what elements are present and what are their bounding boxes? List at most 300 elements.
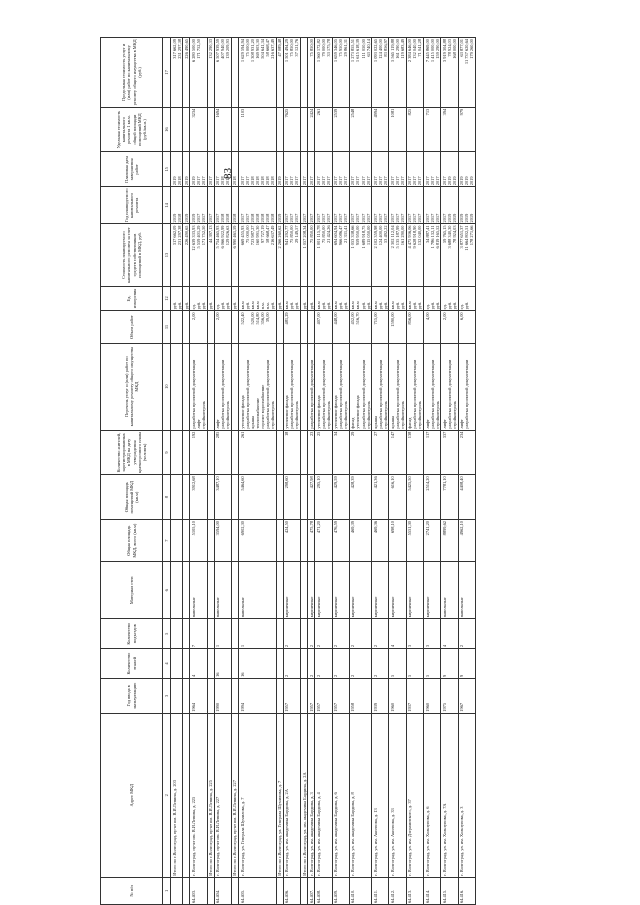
- cell-addr: г. Волгоград, пр-кт им. В.И.Ленина, д. 227: [214, 713, 231, 877]
- cell-limit: 47 089,48: [276, 38, 283, 108]
- cell-works: лифт разработка проектной документации стройконтроль: [424, 343, 441, 430]
- cell-end: 2019 2019 2019: [458, 152, 475, 187]
- cell-limit: 2 384 646,00 132 040,00 71 041,28: [406, 38, 423, 108]
- cell-vol: 407,00: [315, 311, 332, 343]
- cell-parea: [301, 475, 308, 520]
- cell-parea: 428,39: [349, 475, 371, 520]
- cell-limit: 1 501 494,29 75 850,00 37 121,76: [283, 38, 300, 108]
- cell-people: 285: [214, 430, 231, 475]
- cell-people: 261: [239, 430, 277, 475]
- cell-wall: панельные: [458, 562, 475, 619]
- table-row: [308, 38, 315, 905]
- cell-year: 1957: [283, 678, 300, 713]
- cell-spec: 1103: [239, 107, 277, 152]
- col-header: Общая площадь помещений МКД (кв.м): [101, 475, 163, 520]
- cell-cost: 34 887,41 1 786 132,11 6 819 165,52: [424, 224, 441, 286]
- cell-parea: 298,60: [283, 475, 300, 520]
- cell-plan: 2017 2019 2019: [441, 187, 458, 224]
- cell-year: 1957: [315, 678, 332, 713]
- cell-cost: 3 877 651,37 11 664 802,51 178 271,66: [458, 224, 475, 286]
- cell-cost: 1 001 115,78 75 850,00 21 424,26: [315, 224, 332, 286]
- cell-floors: 16: [239, 649, 277, 679]
- cell-works: [301, 343, 308, 430]
- cell-addr: г. Волгоград, ул. им. Хользунова, д. 3: [458, 713, 475, 877]
- cell-spec: 713: [424, 107, 441, 152]
- cell-area: [171, 520, 183, 562]
- cell-works: утепление фасада разработка проектной документации крыша теплоснабжение горячее водоснабжение разработка проектной документации стройконтроль: [239, 343, 277, 430]
- cell-parea: 5425,50: [406, 475, 423, 520]
- cell-area: [183, 520, 190, 562]
- cell-cost: 75 850,00: [308, 224, 315, 286]
- table-row: [372, 38, 389, 905]
- col-header: Стоимость планируемого капитального ремонта за счет средств собственников помещений в МКД, руб.: [101, 224, 163, 286]
- cell-parea: 2514,20: [424, 475, 441, 520]
- table-row: [332, 38, 349, 905]
- cell-unit: ед. руб. руб.: [190, 286, 207, 311]
- cell-floors: 5: [389, 649, 406, 679]
- cell-vol: 2,00: [214, 311, 231, 343]
- cell-works: лифт разработка проектной документации стройконтроль: [214, 343, 231, 430]
- cell-wall: панельные: [214, 562, 231, 619]
- cell-end: 2017 2019 2019: [441, 152, 458, 187]
- col-index: 2: [163, 713, 171, 877]
- col-header: Общая площадь МКД, всего (кв.м): [101, 520, 163, 562]
- cell-people: 23: [308, 430, 315, 475]
- cell-limit: 226 490,65: [183, 38, 190, 108]
- cell-vol: 448,00: [332, 311, 349, 343]
- cell-entr: 3: [424, 619, 441, 649]
- cell-floors: [171, 649, 183, 679]
- cell-people: 138: [406, 430, 423, 475]
- cell-vol: 2,00: [441, 311, 458, 343]
- cell-no: 64.403.: [190, 877, 207, 904]
- cell-no: [171, 877, 183, 904]
- cell-unit: кв.м руб. руб.: [332, 286, 349, 311]
- cell-year: 1939: [372, 678, 389, 713]
- cell-area: 5551,30: [406, 520, 423, 562]
- cell-vol: 715,00: [372, 311, 389, 343]
- cell-plan: 2017 2017 2017: [389, 187, 406, 224]
- cell-people: [231, 430, 238, 475]
- cell-area: 3594,00: [214, 520, 231, 562]
- cell-spec: 4994: [372, 107, 389, 152]
- cell-end: 2019 2018: [171, 152, 183, 187]
- cell-no: 64.414.: [424, 877, 441, 904]
- cell-year: 1990: [214, 678, 231, 713]
- cell-area: [301, 520, 308, 562]
- col-index: 8: [163, 475, 171, 520]
- cell-wall: [301, 562, 308, 619]
- col-header: Ед. измерения: [101, 286, 163, 311]
- cell-works: [183, 343, 190, 430]
- cell-unit: кв.м руб. руб.: [389, 286, 406, 311]
- cell-spec: 7625: [283, 107, 300, 152]
- cell-people: 117: [424, 430, 441, 475]
- cell-floors: 16: [214, 649, 231, 679]
- cell-works: разработка проектной документации: [308, 343, 315, 430]
- cell-end: 2017: [207, 152, 214, 187]
- cell-cost: 2 102 359,98 124 400,00 53 492,22: [372, 224, 389, 286]
- cell-spec: 1694: [214, 107, 231, 152]
- cell-works: крыша разработка проектной документации стройконтроль: [372, 343, 389, 430]
- cell-entr: 7: [190, 619, 207, 649]
- cell-area: 475,78: [308, 520, 315, 562]
- cell-addr: г. Волгоград, ул. им. академика Бардина, д. 8: [349, 713, 371, 877]
- col-header: Перечень услуг и (или) работ по капитальному ремонту общего имущества МКД: [101, 343, 163, 430]
- col-header: Количество жителей, зарегистрированных в МКД на дату утверждения краткосрочного плана (человек): [101, 430, 163, 475]
- cell-vol: [207, 311, 214, 343]
- cell-entr: 2: [372, 619, 389, 649]
- cell-cost: 5 754 465,93 6 066 922,99 129 826,63: [214, 224, 231, 286]
- header-row: [101, 38, 163, 905]
- cell-parea: 4408,40: [458, 475, 475, 520]
- cell-addr: г. Волгоград, ул. им. академика Бардина, д. 6: [332, 713, 349, 877]
- col-index: 12: [163, 286, 171, 311]
- cell-year: 1957: [308, 678, 315, 713]
- cell-area: 4962,10: [458, 520, 475, 562]
- cell-parea: [276, 475, 283, 520]
- cell-end: 2019: [276, 152, 283, 187]
- cell-vol: 4,00: [424, 311, 441, 343]
- cell-vol: 452,00 516,70: [349, 311, 371, 343]
- cell-unit: кв.м руб. руб.: [283, 286, 300, 311]
- cell-cost: 941 292,77 75 850,00 29 149,57: [283, 224, 300, 286]
- cell-no: 64.409.: [332, 877, 349, 904]
- cell-floors: 2: [349, 649, 371, 679]
- cell-unit: руб.: [301, 286, 308, 311]
- cell-spec: [231, 107, 238, 152]
- cell-parea: [207, 475, 214, 520]
- col-index: 13: [163, 224, 171, 286]
- cell-year: 1964: [190, 678, 207, 713]
- cell-works: [276, 343, 283, 430]
- cell-cost: 2 302 112,04 5 135 187,99 161 290,00: [389, 224, 406, 286]
- cell-cost: 44 397,13: [207, 224, 214, 286]
- col-header: Материал стен: [101, 562, 163, 619]
- table-row: [171, 38, 183, 905]
- table-body: [171, 38, 476, 905]
- col-index: 16: [163, 107, 171, 152]
- cell-no: 64.416.: [458, 877, 475, 904]
- cell-floors: 5: [424, 649, 441, 679]
- cell-cost: 226 490,65: [183, 224, 190, 286]
- cell-plan: 2017 2017 2017: [315, 187, 332, 224]
- cell-no: 64.415.: [441, 877, 458, 904]
- cell-entr: 2: [332, 619, 349, 649]
- cell-year: [231, 678, 238, 713]
- cell-floors: 2: [308, 649, 315, 679]
- cell-limit: 1 629 594,94 75 000,00 1 308 931,20 169 903,30 504 641,34 58 668,47 216 637,49: [239, 38, 277, 108]
- cell-addr: г. Волгоград, ул. им. академика Бардина, д. 4: [315, 713, 332, 877]
- col-index: 7: [163, 520, 171, 562]
- table-row: [239, 38, 277, 905]
- cell-cost: 317 662,09 231 297,38: [171, 224, 183, 286]
- cell-addr: Итого по г.Волгоград, пр-кт им. В.И.Ленина, д. 227: [231, 713, 238, 877]
- cell-works: утепление фасада разработка проектной документации стройконтроль: [332, 343, 349, 430]
- cell-area: 424,50: [283, 520, 300, 562]
- cell-works: фасад утепление фасада разработка проектной документации стройконтроль: [349, 343, 371, 430]
- col-header: № п/п: [101, 877, 163, 904]
- cell-area: [276, 520, 283, 562]
- cell-entr: 1: [214, 619, 231, 649]
- cell-entr: [231, 619, 238, 649]
- cell-unit: ед. руб.: [458, 286, 475, 311]
- cell-people: 25: [315, 430, 332, 475]
- col-header: Адрес МКД: [101, 713, 163, 877]
- cell-spec: 1081: [389, 107, 406, 152]
- cell-vol: 2,00: [190, 311, 207, 343]
- cell-plan: 2017 2017 2017 2017: [349, 187, 371, 224]
- cell-no: 64.405.: [239, 877, 277, 904]
- cell-vol: 6,00: [458, 311, 475, 343]
- cell-wall: панельные: [441, 562, 458, 619]
- cell-unit: ед. руб. руб.: [424, 286, 441, 311]
- cell-floors: [231, 649, 238, 679]
- cell-spec: [183, 107, 190, 152]
- cell-spec: 825: [406, 107, 423, 152]
- cell-no: 64.406.: [283, 877, 300, 904]
- cell-year: [171, 678, 183, 713]
- cell-entr: [276, 619, 283, 649]
- table-row: [231, 38, 238, 905]
- cell-addr: г. Волгоград, ул. Генерала Шумилова, д. 7: [239, 713, 277, 877]
- cell-year: 1960: [389, 678, 406, 713]
- cell-vol: [276, 311, 283, 343]
- cell-limit: 1 273 855,51 1 615 618,39 111 050,00 63 740,14: [349, 38, 371, 108]
- cell-cost: 59 765,15 3 688 340,30 78 924,03: [441, 224, 458, 286]
- cell-vol: [301, 311, 308, 343]
- cell-floors: 2: [315, 649, 332, 679]
- col-index: 17: [163, 38, 171, 108]
- cell-wall: кирпичные: [389, 562, 406, 619]
- cell-end: 2017 2017 2017: [389, 152, 406, 187]
- table-row: [190, 38, 207, 905]
- cell-addr: г. Волгоград, пр-кт им. В.И.Ленина, д. 225: [190, 713, 207, 877]
- cell-parea: 3912,68: [190, 475, 207, 520]
- cell-people: [207, 430, 214, 475]
- col-index: 3: [163, 678, 171, 713]
- cell-entr: [183, 619, 190, 649]
- cell-cost: 12 639 333,93 5 559 401,29 171 752,50: [190, 224, 207, 286]
- cell-wall: кирпичные: [315, 562, 332, 619]
- cell-floors: [207, 649, 214, 679]
- cell-area: 5105,10: [190, 520, 207, 562]
- cell-addr: г. Волгоград, ул. им. Хользунова, д. 7А: [441, 713, 458, 877]
- cell-cost: 1 057 208,34: [301, 224, 308, 286]
- cell-floors: 9: [458, 649, 475, 679]
- cell-entr: 2: [283, 619, 300, 649]
- cell-end: 2019 2017 2017: [190, 152, 207, 187]
- table-row: [389, 38, 406, 905]
- cell-plan: 2017 2017 2018 2018 2018 2018 2018: [239, 187, 277, 224]
- repair-plan-table: [100, 37, 476, 905]
- cell-year: 1975: [441, 678, 458, 713]
- cell-vol: [231, 311, 238, 343]
- cell-year: [301, 678, 308, 713]
- table-row: [349, 38, 371, 905]
- cell-end: 2017: [308, 152, 315, 187]
- cell-works: утепление фасада разработка проектной документации стройконтроль: [315, 343, 332, 430]
- cell-addr: г. Волгоград, ул. им. Аксенова, д. 13: [372, 713, 389, 877]
- cell-entr: [301, 619, 308, 649]
- cell-works: утепление фасада разработка проектной документации стройконтроль: [283, 343, 300, 430]
- cell-wall: [276, 562, 283, 619]
- cell-wall: кирпичные: [332, 562, 349, 619]
- cell-works: разработка проектной документации лифт стройконтроль: [190, 343, 207, 430]
- cell-wall: кирпичные: [372, 562, 389, 619]
- cell-floors: [183, 649, 190, 679]
- cell-spec: 261: [315, 107, 332, 152]
- cell-people: 27: [372, 430, 389, 475]
- cell-people: [276, 430, 283, 475]
- col-header: Год ввода в эксплуатацию: [101, 678, 163, 713]
- cell-parea: 7781,10: [441, 475, 458, 520]
- cell-end: 2018: [231, 152, 238, 187]
- cell-floors: 2: [372, 649, 389, 679]
- cell-entr: 1: [239, 619, 277, 649]
- cell-works: фасад разработка проектной документации стройконтроль: [406, 343, 423, 430]
- cell-floors: [301, 649, 308, 679]
- cell-year: 1958: [349, 678, 371, 713]
- cell-floors: 9: [441, 649, 458, 679]
- cell-spec: 2424: [308, 107, 315, 152]
- cell-floors: 2: [283, 649, 300, 679]
- cell-people: [301, 430, 308, 475]
- cell-unit: руб.: [231, 286, 238, 311]
- cell-addr: г. Волгоград, ул. им. Дзержинского, д. 37: [406, 713, 423, 877]
- cell-people: 234: [458, 430, 475, 475]
- cell-vol: 856,00: [406, 311, 423, 343]
- cell-year: [207, 678, 214, 713]
- cell-plan: 2017 2018 2018: [214, 187, 231, 224]
- cell-end: 2019: [183, 152, 190, 187]
- cell-spec: [276, 107, 283, 152]
- cell-spec: [171, 107, 183, 152]
- cell-end: 2017 2017 2018 2018 2018 2018 2018: [239, 152, 277, 187]
- cell-end: 2017 2017 2017: [406, 152, 423, 187]
- cell-floors: 2: [332, 649, 349, 679]
- cell-plan: 2017 2017 2017: [424, 187, 441, 224]
- cell-unit: ед. руб. руб.: [214, 286, 231, 311]
- cell-plan: 2017 2017 2017: [332, 187, 349, 224]
- cell-floors: 4: [190, 649, 207, 679]
- cell-people: 29: [349, 430, 371, 475]
- cell-works: лифт разработка проектной документации: [458, 343, 475, 430]
- cell-addr: г. Волгоград, ул. им. академика Бардина, д. 2А: [283, 713, 300, 877]
- cell-end: 2017 2017 2017: [315, 152, 332, 187]
- cell-people: 337: [441, 430, 458, 475]
- cell-area: 698,10: [389, 520, 406, 562]
- cell-limit: 6 280 500,00 171 752,50: [190, 38, 207, 108]
- cell-vol: [183, 311, 190, 343]
- cell-unit: руб. руб.: [171, 286, 183, 311]
- cell-addr: г. Волгоград, ул. им. Аксенова, д. 33: [389, 713, 406, 877]
- cell-cost: 2 266 260,62: [276, 224, 283, 286]
- cell-works: [171, 343, 183, 430]
- cell-parea: [171, 475, 183, 520]
- cell-wall: [207, 562, 214, 619]
- cell-parea: 3487,10: [214, 475, 231, 520]
- cell-no: [207, 877, 214, 904]
- cell-limit: 7 445 869,00 1 415 000,00 159 290,00: [424, 38, 441, 108]
- cell-limit: 132 290,33: [207, 38, 214, 108]
- cell-unit: кв.м руб. руб.: [315, 286, 332, 311]
- cell-spec: 2539: [332, 107, 349, 152]
- cell-cost: 4 475 936,06 9 628 918,90 132 040,00: [406, 224, 423, 286]
- cell-area: 2741,20: [424, 520, 441, 562]
- cell-works: крыша разработка проектной документации стройконтроль: [389, 343, 406, 430]
- page-number: 83: [222, 168, 234, 179]
- table-row: [276, 38, 283, 905]
- cell-addr: [183, 713, 190, 877]
- cell-limit: 3 919 304,88 78 924,03 168 000,00: [441, 38, 458, 108]
- cell-wall: кирпичные: [308, 562, 315, 619]
- cell-parea: 616,10: [389, 475, 406, 520]
- column-index-row: [163, 38, 171, 905]
- cell-wall: кирпичные: [349, 562, 371, 619]
- cell-area: 471,20: [315, 520, 332, 562]
- col-index: 15: [163, 152, 171, 187]
- cell-plan: 2019: [183, 187, 190, 224]
- cell-spec: 979: [458, 107, 475, 152]
- cell-wall: [183, 562, 190, 619]
- cell-unit: ед. руб. руб.: [441, 286, 458, 311]
- cell-parea: [183, 475, 190, 520]
- cell-cost: 6 990 461,59: [231, 224, 238, 286]
- table-row: [458, 38, 475, 905]
- cell-plan: 2017 2017 2017: [372, 187, 389, 224]
- cell-entr: 2: [308, 619, 315, 649]
- cell-addr: Итого по г.Волгоград, ул. им. академика Бардина, д. 2А: [301, 713, 308, 877]
- cell-end: 2017 2017 2017: [332, 152, 349, 187]
- cell-unit: руб.: [276, 286, 283, 311]
- col-header: Удельная стоимость капитального ремонта 1 кв.м. общей площади помещений МКД (руб./кв.м.): [101, 107, 163, 152]
- cell-limit: 1 560 172,82 79 000,00 33 175,78: [315, 38, 332, 108]
- table-row: [283, 38, 300, 905]
- table-row: [183, 38, 190, 905]
- col-index: 10: [163, 343, 171, 430]
- cell-limit: 63 877,01 11 737 620,64 179 260,00: [458, 38, 475, 108]
- cell-parea: 295,10: [315, 475, 332, 520]
- cell-works: [231, 343, 238, 430]
- cell-people: 34: [332, 430, 349, 475]
- cell-limit: 1 659 346,05 75 950,00 29 861,31: [332, 38, 349, 108]
- cell-parea: 5464,60: [239, 475, 277, 520]
- cell-wall: [231, 562, 238, 619]
- col-header: Количество этажей: [101, 649, 163, 679]
- cell-no: [183, 877, 190, 904]
- cell-no: 64.408.: [315, 877, 332, 904]
- col-index: 14: [163, 187, 171, 224]
- cell-limit: [301, 38, 308, 108]
- cell-area: [207, 520, 214, 562]
- cell-wall: кирпичные: [424, 562, 441, 619]
- table-row: [214, 38, 231, 905]
- cell-wall: кирпичные: [283, 562, 300, 619]
- cell-year: 1994: [239, 678, 277, 713]
- cell-area: 6902,30: [239, 520, 277, 562]
- cell-vol: 481,29: [283, 311, 300, 343]
- cell-entr: 2: [315, 619, 332, 649]
- registry-sheet: [100, 37, 640, 905]
- cell-parea: 427,98: [308, 475, 315, 520]
- cell-unit: кв.м руб. руб.: [406, 286, 423, 311]
- cell-no: 64.410.: [349, 877, 371, 904]
- cell-year: 1967: [458, 678, 475, 713]
- cell-unit: руб.: [183, 286, 190, 311]
- col-header: Год планируемого капитального ремонта: [101, 187, 163, 224]
- cell-vol: 522,40 520,00 514,80 356,00 39,00: [239, 311, 277, 343]
